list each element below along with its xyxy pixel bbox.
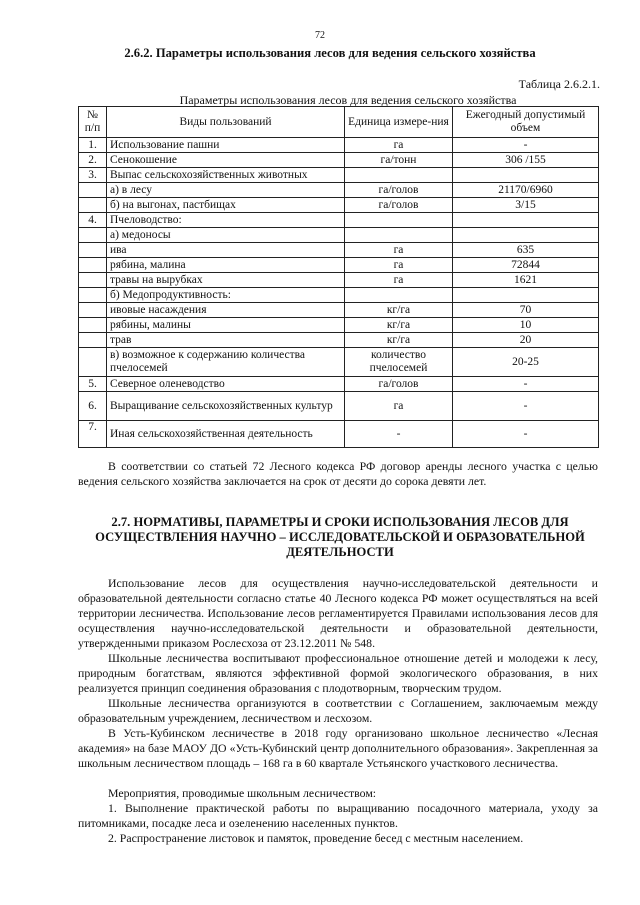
row-use-type: рябины, малины (107, 318, 345, 333)
row-unit: га (345, 273, 453, 288)
table-row (79, 168, 599, 183)
header-volume: Ежегодный допустимый объем (453, 107, 599, 138)
table-row (79, 288, 599, 303)
row-number (79, 333, 107, 348)
row-use-type: трав (107, 333, 345, 348)
heading-2-7 (60, 515, 620, 560)
row-number: 1. (79, 138, 107, 153)
row-unit: количество пчелосемей (345, 348, 453, 377)
header-unit: Единица измере-ния (345, 107, 453, 138)
row-volume: 1621 (453, 273, 599, 288)
row-unit: га/голов (345, 183, 453, 198)
table-row (79, 303, 599, 318)
row-volume: 306 /155 (453, 153, 599, 168)
row-unit (345, 213, 453, 228)
row-number (79, 303, 107, 318)
row-volume: 3/15 (453, 198, 599, 213)
row-use-type: рябина, малина (107, 258, 345, 273)
row-volume (453, 288, 599, 303)
row-number (79, 288, 107, 303)
paragraph-ust-kubinsky: В Усть-Кубинском лесничестве в 2018 году организовано школьное лесничество «Лесная академия» на базе МАОУ ДО «Усть-Кубинский центр дополнительного образования». Закрепленная за школьным лесничеством площадь – 168 га в 60 квартале Устьянского участкового лесничества. (78, 726, 598, 770)
paragraph-lease: В соответствии со статьей 72 Лесного кодекса РФ договор аренды лесного участка с целью ведения сельского хозяйства заключается на срок от десяти до сорока девяти лет. (78, 459, 598, 488)
table-row (79, 213, 599, 228)
row-volume (453, 228, 599, 243)
usage-parameters-table (78, 106, 599, 448)
row-volume: 21170/6960 (453, 183, 599, 198)
row-unit: га (345, 243, 453, 258)
row-unit: га (345, 392, 453, 421)
table-number: Таблица 2.6.2.1. (518, 77, 600, 91)
row-volume: 10 (453, 318, 599, 333)
row-unit: кг/га (345, 333, 453, 348)
row-volume: 70 (453, 303, 599, 318)
row-unit: га/голов (345, 377, 453, 392)
row-unit: кг/га (345, 318, 453, 333)
row-unit (345, 288, 453, 303)
table-row (79, 392, 599, 421)
table-row (79, 243, 599, 258)
row-unit: кг/га (345, 303, 453, 318)
row-unit: - (345, 421, 453, 448)
row-number (79, 258, 107, 273)
row-unit: га (345, 258, 453, 273)
table-row (79, 183, 599, 198)
row-volume: 20-25 (453, 348, 599, 377)
row-use-type: в) возможное к содержанию количества пчелосемей (107, 348, 345, 377)
row-number: 5. (79, 377, 107, 392)
paragraph-activities-intro: Мероприятия, проводимые школьным лесничеством: (108, 786, 377, 800)
row-unit: га (345, 138, 453, 153)
row-use-type: б) Медопродуктивность: (107, 288, 345, 303)
row-use-type: Использование пашни (107, 138, 345, 153)
row-volume: 635 (453, 243, 599, 258)
header-name: Виды пользований (107, 107, 345, 138)
row-number: 4. (79, 213, 107, 228)
table-row (79, 348, 599, 377)
heading-2-7-line2: ОСУЩЕСТВЛЕНИЯ НАУЧНО – ИССЛЕДОВАТЕЛЬСКОЙ И ОБРАЗОВАТЕЛЬНОЙ (95, 530, 585, 544)
table-row (79, 333, 599, 348)
row-use-type: Северное оленеводство (107, 377, 345, 392)
heading-2-7-line1: 2.7. НОРМАТИВЫ, ПАРАМЕТРЫ И СРОКИ ИСПОЛЬЗОВАНИЯ ЛЕСОВ ДЛЯ (111, 515, 569, 529)
table-row (79, 421, 599, 448)
row-number (79, 183, 107, 198)
row-number: 2. (79, 153, 107, 168)
table-body (79, 138, 599, 448)
row-use-type: а) медоносы (107, 228, 345, 243)
row-use-type: ива (107, 243, 345, 258)
paragraph-activity-2: 2. Распространение листовок и памяток, проведение бесед с местным населением. (108, 831, 524, 845)
row-volume: 72844 (453, 258, 599, 273)
header-num: № п/п (79, 107, 107, 138)
row-volume: 20 (453, 333, 599, 348)
row-number: 6. (79, 392, 107, 421)
heading-2-7-line3: ДЕЯТЕЛЬНОСТИ (286, 545, 394, 559)
paragraph-agreement: Школьные лесничества организуются в соответствии с Соглашением, заключаемым между образовательным учреждением, лесничеством и лесхозом. (78, 696, 598, 725)
row-unit (345, 168, 453, 183)
table-row (79, 153, 599, 168)
row-use-type: а) в лесу (107, 183, 345, 198)
row-volume: - (453, 377, 599, 392)
row-volume (453, 213, 599, 228)
row-number: 7. (79, 421, 107, 448)
row-number (79, 348, 107, 377)
row-volume: - (453, 138, 599, 153)
row-volume: - (453, 421, 599, 448)
row-number (79, 273, 107, 288)
table-row (79, 138, 599, 153)
table-row (79, 258, 599, 273)
row-number: 3. (79, 168, 107, 183)
row-use-type: Сенокошение (107, 153, 345, 168)
row-use-type: травы на вырубках (107, 273, 345, 288)
row-unit: га/голов (345, 198, 453, 213)
paragraph-school-forestry: Школьные лесничества воспитывают профессиональное отношение детей и молодежи к лесу, природным богатствам, являются эффективной формой экологического образования, в них реализуется принцип соединения образования с плодотворным, творческим трудом. (78, 651, 598, 695)
section-heading: 2.6.2. Параметры использования лесов для ведения сельского хозяйства (124, 46, 536, 60)
row-use-type: Выращивание сельскохозяйственных культур (107, 392, 345, 421)
row-use-type: Выпас сельскохозяйственных животных (107, 168, 345, 183)
row-unit (345, 228, 453, 243)
row-volume: - (453, 392, 599, 421)
table-caption: Параметры использования лесов для ведения сельского хозяйства (179, 93, 517, 107)
row-number (79, 243, 107, 258)
table-header-row (79, 107, 599, 138)
table-row (79, 318, 599, 333)
row-unit: га/тонн (345, 153, 453, 168)
row-number (79, 228, 107, 243)
row-use-type: Пчеловодство: (107, 213, 345, 228)
row-number (79, 198, 107, 213)
row-use-type: Иная сельскохозяйственная деятельность (107, 421, 345, 448)
row-number (79, 318, 107, 333)
table-row (79, 228, 599, 243)
paragraph-activity-1: 1. Выполнение практической работы по выращиванию посадочного материала, уходу за питомниками, посадке леса и озеленению населенных пунктов. (78, 801, 598, 830)
row-use-type: б) на выгонах, пастбищах (107, 198, 345, 213)
table-row (79, 198, 599, 213)
row-use-type: ивовые насаждения (107, 303, 345, 318)
paragraph-research-use: Использование лесов для осуществления научно-исследовательской деятельности и образовательной деятельности согласно статье 40 Лесного кодекса РФ может осуществляться на всей территории лесничества. Использование лесов регламентируется Правилами использования лесов для осуществления научно-исследовательской деятельности и образовательной деятельности, утвержденными приказом Рослесхоза от 23.12.2011 № 548. (78, 576, 598, 650)
page-number: 72 (315, 30, 325, 41)
table-row (79, 273, 599, 288)
table-row (79, 377, 599, 392)
row-volume (453, 168, 599, 183)
